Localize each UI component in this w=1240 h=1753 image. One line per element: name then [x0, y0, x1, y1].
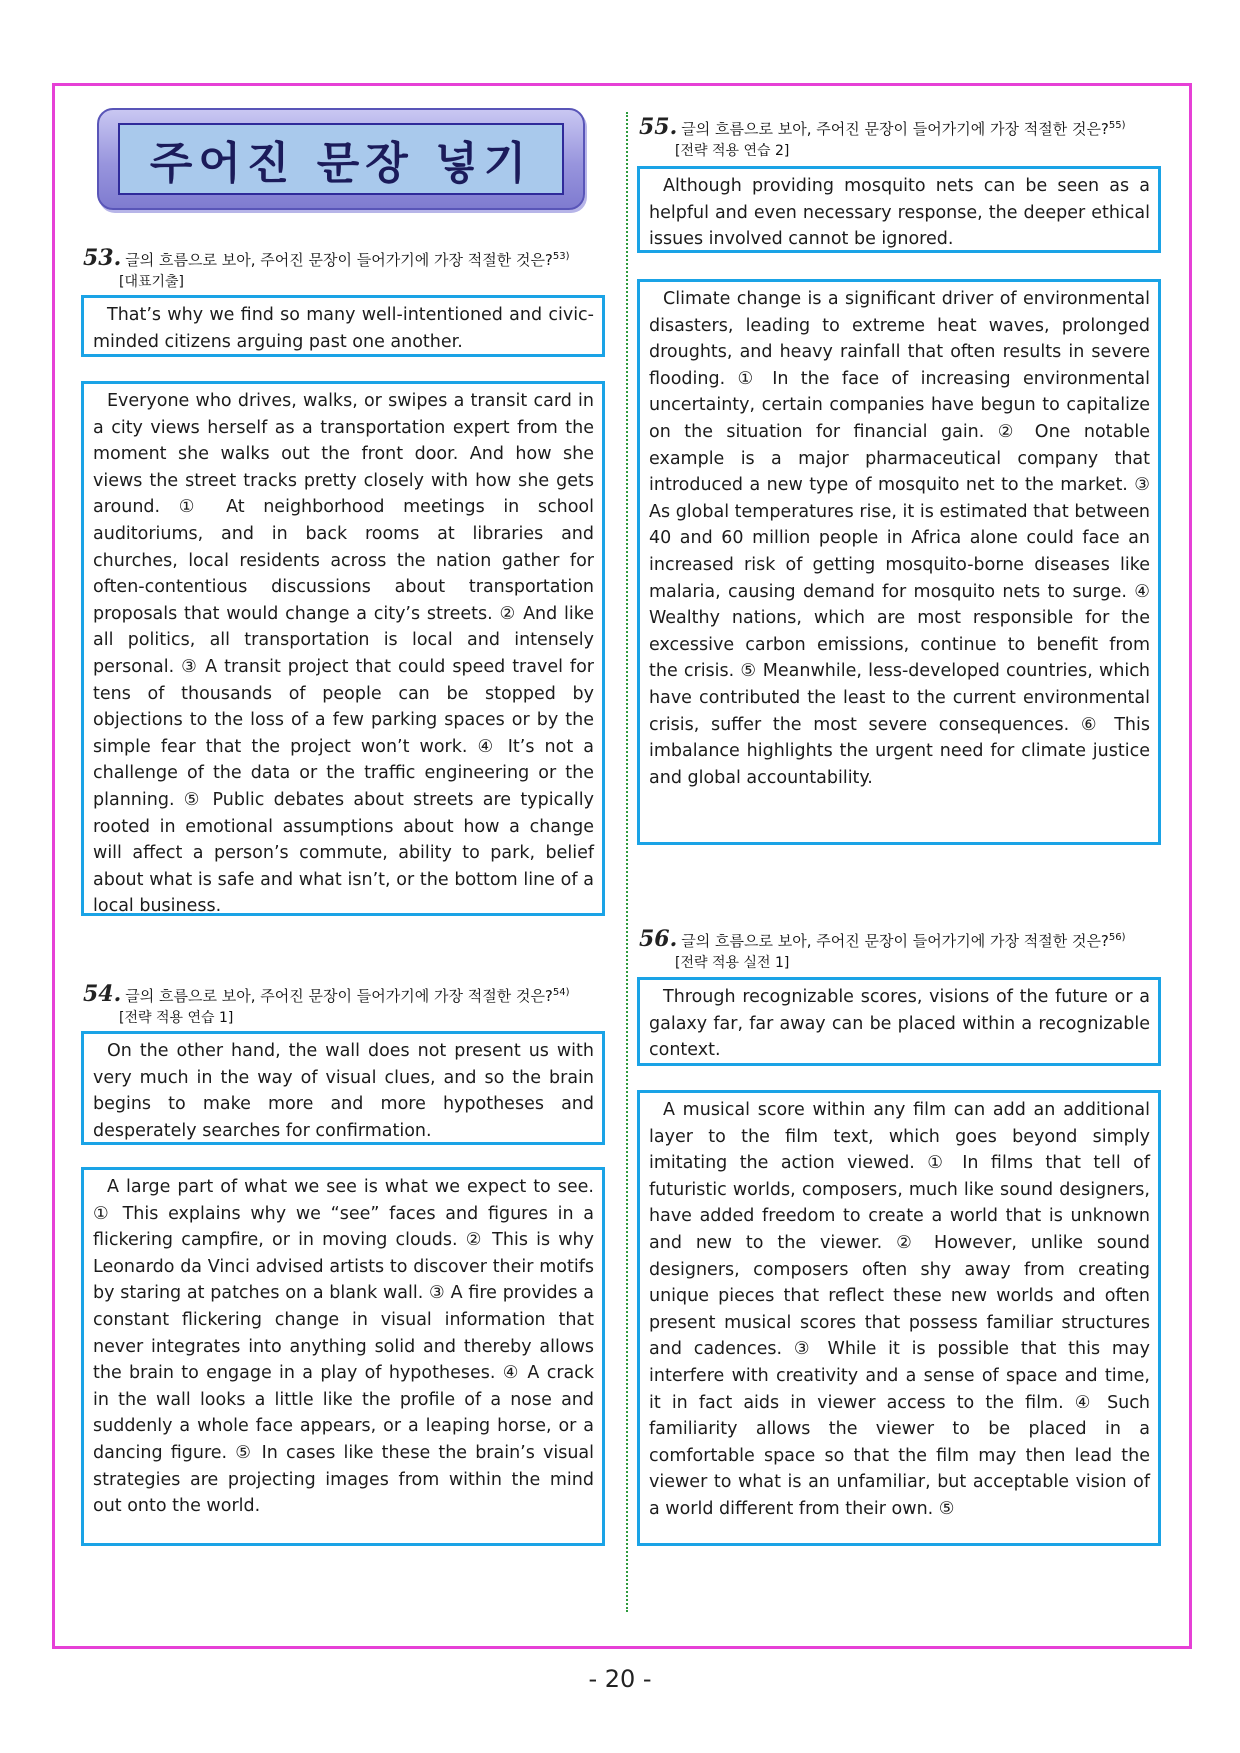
question-54-heading — [83, 982, 613, 1029]
question-source: [대표기출] — [119, 274, 185, 290]
question-prompt: 글의 흐름으로 보아, 주어진 문장이 들어가기에 가장 적절한 것은? — [681, 932, 1109, 950]
passage-text: A large part of what we see is what we expect to see. ① This explains why we “see” faces and figures in a flickering campfire, or in moving clouds. ② This is why Leonardo da Vinci advised artists to discover their motifs by staring at patches on a blank wall. ③ A fire provides a constant flickering change in visual information that never integrates into anything solid and thereby allows the brain to engage in a play of hypotheses. ④ A crack in the wall looks a little like the profile of a nose and suddenly a whole face appears, or a leaping horse, or a dancing figure. ⑤ In cases like these the brain’s visual strategies are projecting images from within the mind out onto the world. — [93, 1177, 594, 1517]
question-56-heading — [639, 927, 1169, 974]
passage-text: Everyone who drives, walks, or swipes a transit card in a city views herself as a transportation expert from the moment she walks out the front door. And how she views the street tracks pretty closely with how she gets around. ① At neighborhood meetings in school auditoriums, and in back rooms at libraries and churches, local residents across the nation gather for often-contentious discussions about transportation proposals that would change a city’s streets. ② And like all politics, all transportation is local and intensely personal. ③ A transit project that could speed travel for tens of thousands of people can be stopped by objections to the loss of a few parking spaces or by the simple fear that the project won’t work. ④ It’s not a challenge of the data or the traffic engineering or the planning. ⑤ Public debates about streets are typically rooted in emotional assumptions about how a change will affect a person’s commute, ability to park, belief about what is safe and what isn’t, or the bottom line of a local business. — [93, 391, 594, 917]
question-53-given-sentence — [81, 295, 605, 357]
question-55-passage — [637, 279, 1161, 845]
question-prompt: 글의 흐름으로 보아, 주어진 문장이 들어가기에 가장 적절한 것은? — [681, 120, 1109, 138]
page-number: - 20 - — [588, 1665, 652, 1693]
passage-text: Climate change is a significant driver of environmental disasters, leading to extreme heat waves, prolonged droughts, and heavy rainfall that often results in severe flooding. ① In the face of increasing environmental uncertainty, certain companies have begun to capitalize on the situation for financial gain. ② One notable example is a major pharmaceutical company that introduced a new type of mosquito net to the market. ③ As global temperatures rise, it is estimated that between 40 and 60 million people in Africa alone could face an increased risk of getting mosquito-borne diseases like malaria, causing demand for mosquito nets to surge. ④ Wealthy nations, which are most responsible for the excessive carbon emissions, continue to benefit from the crisis. ⑤ Meanwhile, less-developed countries, which have contributed the least to the current environmental crisis, suffer the most severe consequences. ⑥ This imbalance highlights the urgent need for climate justice and global accountability. — [649, 289, 1150, 788]
footnote-ref: 54) — [552, 987, 570, 998]
given-sentence-text: On the other hand, the wall does not present us with very much in the way of visual clues, and so the brain begins to make more and more hypotheses and desperately searches for confirmation. — [93, 1041, 594, 1141]
question-number: 55. — [639, 114, 678, 140]
footnote-ref: 53) — [552, 251, 570, 262]
page-title: 주어진 문장 넣기 — [149, 138, 533, 189]
question-56-passage — [637, 1090, 1161, 1546]
footnote-ref: 56) — [1108, 932, 1126, 943]
question-source: [전략 적용 연습 1] — [119, 1010, 234, 1026]
question-number: 53. — [83, 245, 122, 271]
question-number: 56. — [639, 926, 678, 952]
question-54-given-sentence — [81, 1031, 605, 1145]
question-55-heading — [639, 115, 1169, 162]
title-banner — [97, 108, 585, 210]
question-source: [전략 적용 실전 1] — [675, 955, 790, 971]
question-56-given-sentence — [637, 977, 1161, 1066]
question-53-heading — [83, 246, 613, 293]
question-number: 54. — [83, 981, 122, 1007]
footnote-ref: 55) — [1108, 120, 1126, 131]
given-sentence-text: That’s why we find so many well-intentioned and civic-minded citizens arguing past one another. — [93, 305, 594, 352]
question-prompt: 글의 흐름으로 보아, 주어진 문장이 들어가기에 가장 적절한 것은? — [125, 251, 553, 269]
column-divider — [626, 112, 628, 1612]
question-55-given-sentence — [637, 166, 1161, 253]
given-sentence-text: Although providing mosquito nets can be seen as a helpful and even necessary response, the deeper ethical issues involved cannot be ignored. — [649, 176, 1150, 250]
question-53-passage — [81, 381, 605, 916]
question-54-passage — [81, 1167, 605, 1546]
title-panel — [118, 123, 564, 195]
passage-text: A musical score within any film can add an additional layer to the film text, which goes beyond simply imitating the action viewed. ① In films that tell of futuristic worlds, composers, much like sound designers, have added freedom to create a world that is unknown and new to the viewer. ② However, unlike sound designers, composers often shy away from creating unique pieces that reflect these new worlds and often present musical scores that possess familiar structures and cadences. ③ While it is possible that this may interfere with creativity and a sense of space and time, it in fact aids in viewer access to the film. ④ Such familiarity allows the viewer to be placed in a comfortable space so that the film may then lead the viewer to what is an unfamiliar, but acceptable vision of a world different from their own. ⑤ — [649, 1100, 1150, 1519]
given-sentence-text: Through recognizable scores, visions of the future or a galaxy far, far away can be placed within a recognizable context. — [649, 987, 1150, 1061]
question-prompt: 글의 흐름으로 보아, 주어진 문장이 들어가기에 가장 적절한 것은? — [125, 987, 553, 1005]
question-source: [전략 적용 연습 2] — [675, 143, 790, 159]
